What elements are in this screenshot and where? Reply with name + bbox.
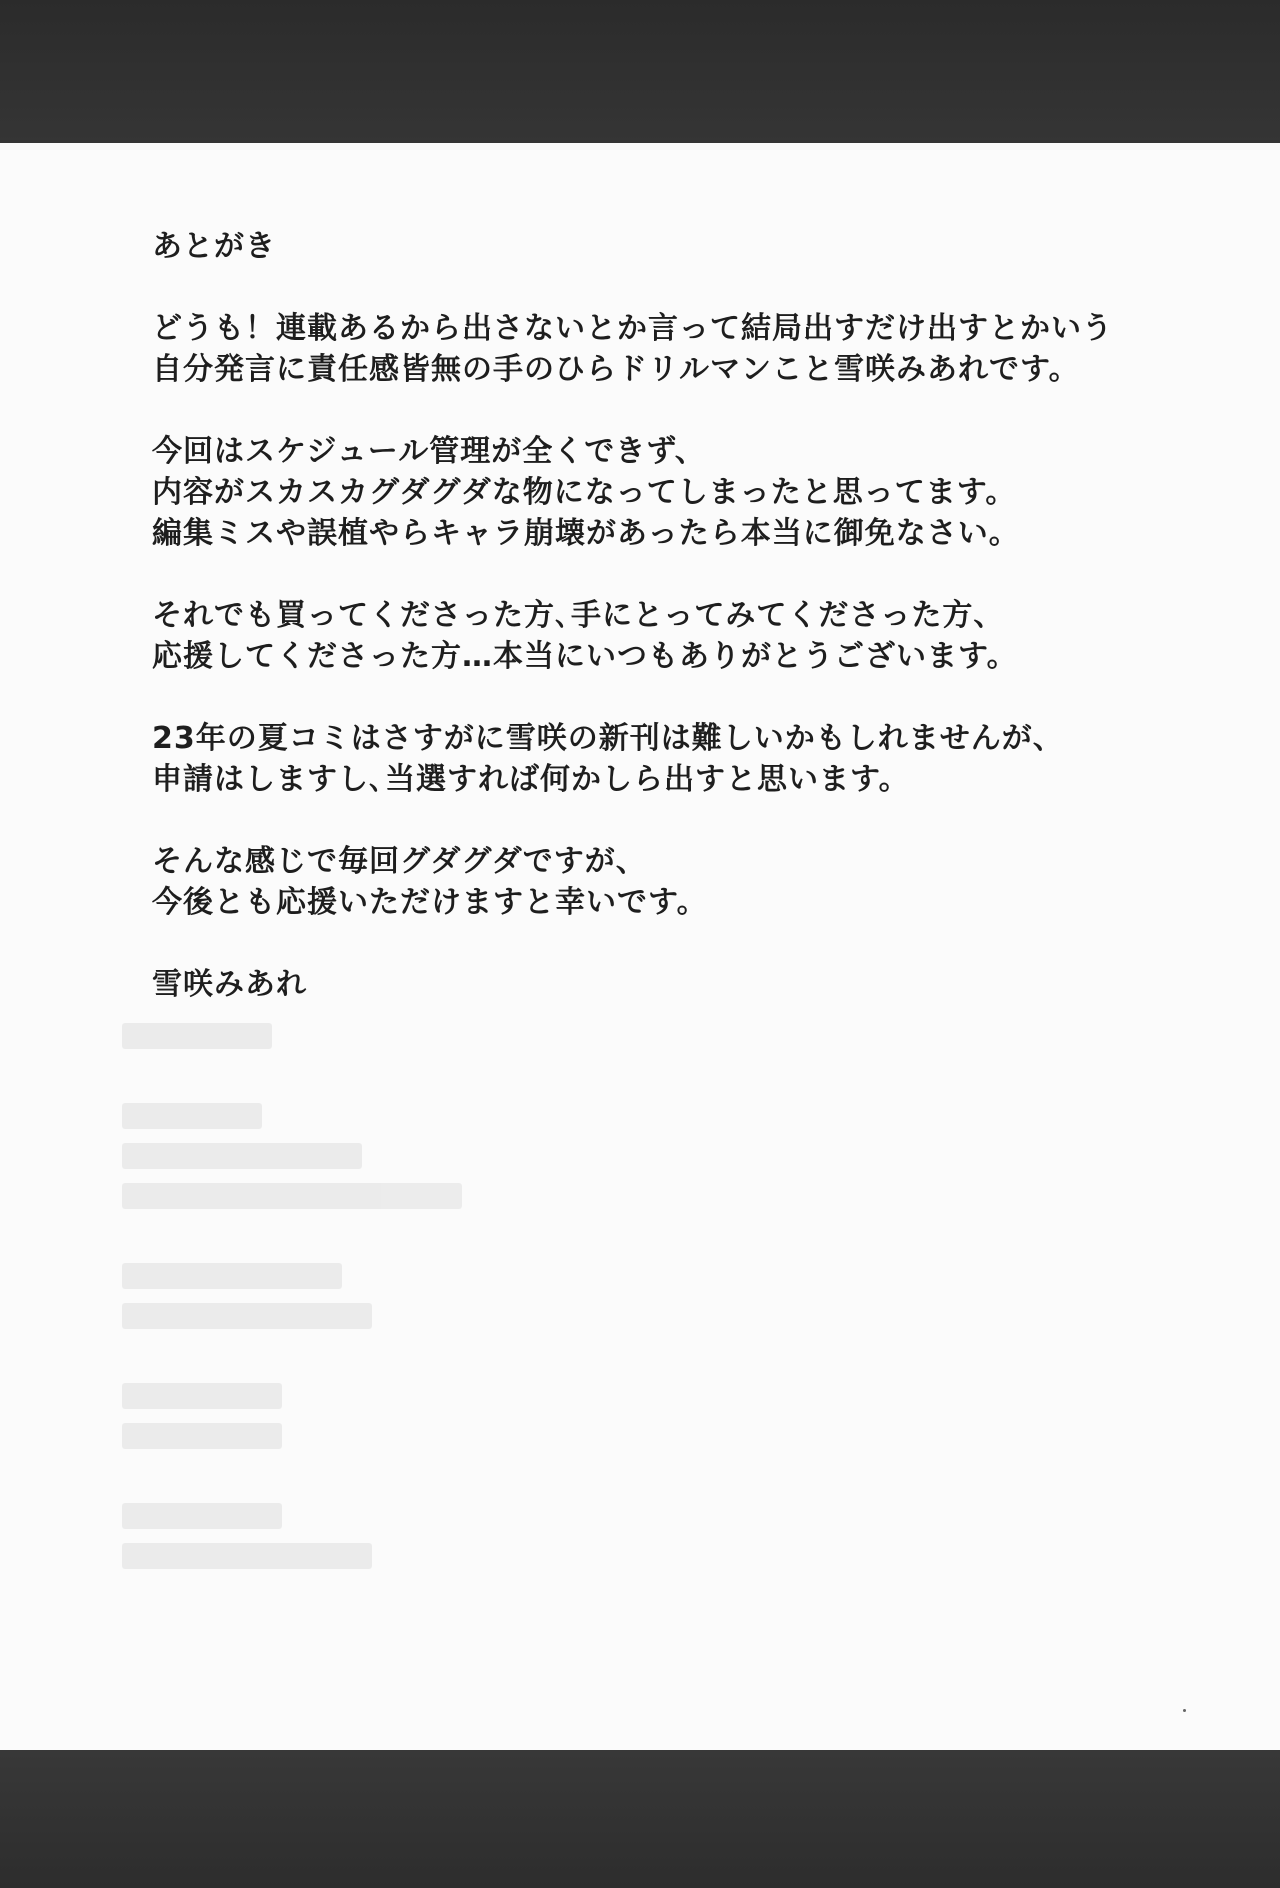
ghost-line	[122, 1303, 372, 1329]
paragraph-1	[152, 308, 1172, 390]
paragraph-line: 自分発言に責任感皆無の手のひらドリルマンこと雪咲みあれです。	[152, 352, 1080, 387]
paragraph-line: それでも買ってくださった方､手にとってみてくださった方、	[152, 598, 1005, 633]
paragraph-line: 内容がスカスカグダグダな物になってしまったと思ってます。	[152, 475, 1017, 510]
paragraph-line: 申請はしますし､当選すれば何かしら出すと思います。	[152, 762, 910, 797]
paragraph-line: 今後とも応援いただけますと幸いです。	[152, 885, 708, 920]
paragraph-5	[152, 841, 1172, 923]
ghost-line	[122, 1423, 282, 1449]
scan-bottom-border	[0, 1750, 1280, 1888]
ghost-line	[122, 1503, 282, 1529]
paper-sheet	[0, 143, 1280, 1750]
ghost-line	[122, 1183, 462, 1209]
ghost-line	[122, 1103, 262, 1129]
author-signature: 雪咲みあれ	[152, 967, 307, 1002]
afterword-heading: あとがき	[152, 229, 276, 264]
ghost-line	[122, 1143, 362, 1169]
paragraph-line: 編集ミスや誤植やらキャラ崩壊があったら本当に御免なさい。	[152, 516, 1020, 551]
paragraph-line: 今回はスケジュール管理が全くできず、	[152, 434, 706, 469]
paragraph-3	[152, 595, 1172, 677]
paragraph-line: そんな感じで毎回グダグダですが、	[152, 844, 647, 879]
paragraph-2	[152, 431, 1172, 554]
dust-speck	[1183, 1709, 1186, 1712]
ghost-line	[122, 1263, 342, 1289]
scan-top-border	[0, 0, 1280, 143]
paragraph-line: 23年の夏コミはさすがに雪咲の新刊は難しいかもしれませんが、	[152, 721, 1064, 756]
paragraph-line: 応援してくださった方…本当にいつもありがとうございます。	[152, 639, 1018, 674]
bleed-through-colophon	[122, 1023, 622, 1543]
paragraph-4	[152, 718, 1172, 800]
afterword-text	[152, 226, 1172, 1005]
ghost-line	[122, 1383, 282, 1409]
paragraph-line: どうも！連載あるから出さないとか言って結局出すだけ出すとかいう	[152, 311, 1113, 346]
ghost-line	[122, 1023, 272, 1049]
ghost-line	[122, 1543, 372, 1569]
